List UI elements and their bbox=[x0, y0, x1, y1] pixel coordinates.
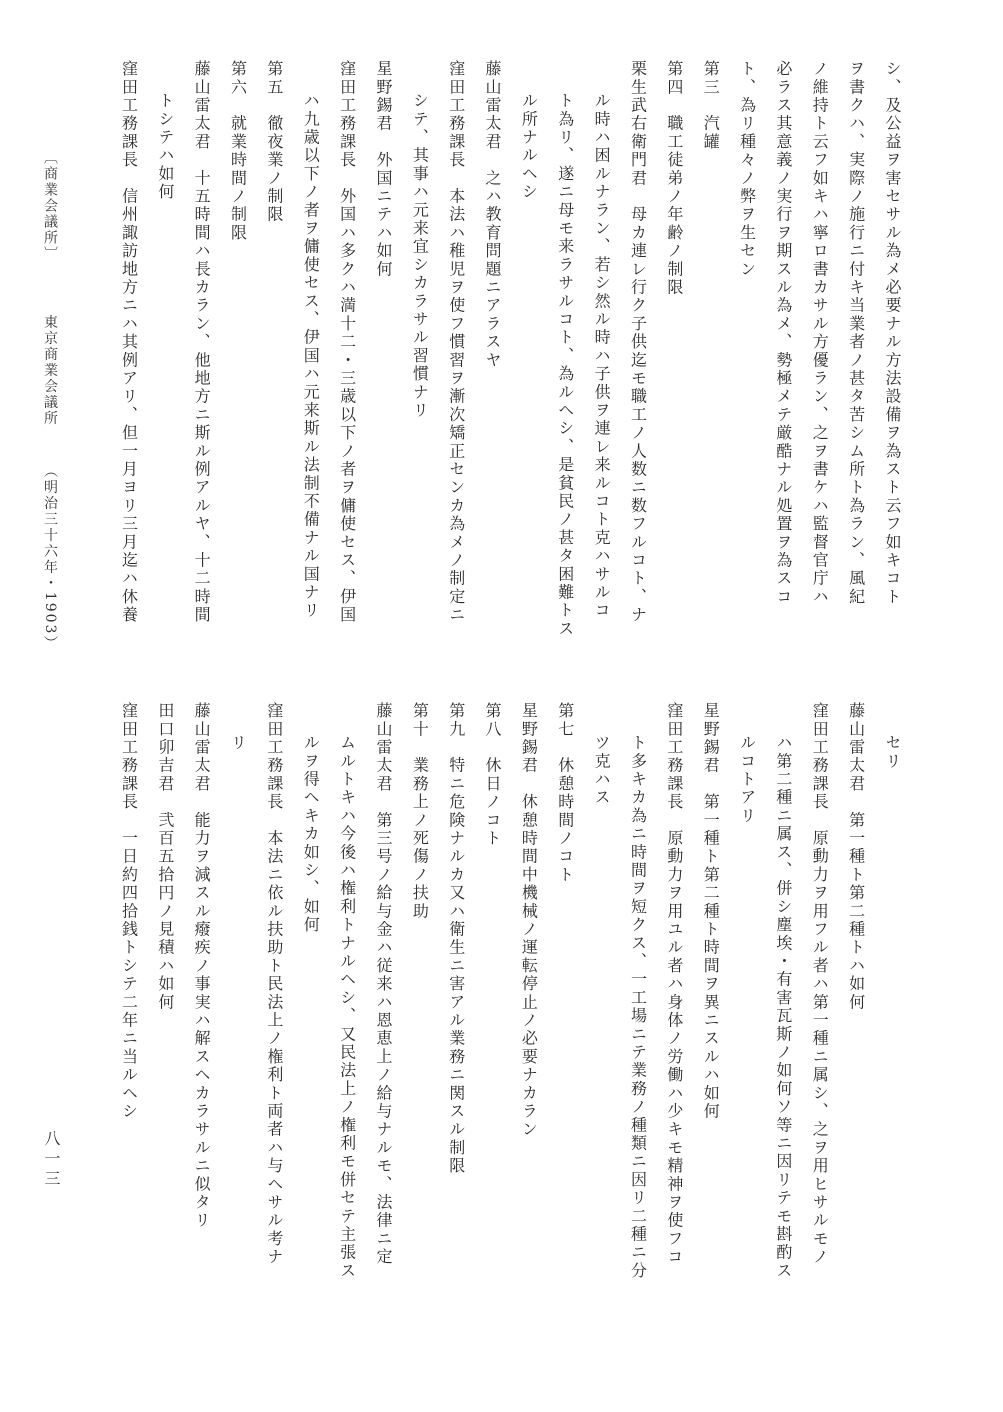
text-column: 必ラス其意義ノ実行ヲ期スル為メ、勢極メテ厳酷ナル処置ヲ為スコ bbox=[773, 60, 793, 606]
text-column: セリ bbox=[883, 734, 902, 771]
text-column: 第三 汽罐 bbox=[701, 60, 721, 151]
text-column: ハ第二種ニ属ス、併シ塵埃・有害瓦斯ノ如何ソ等ニ因リテモ斟酌ス bbox=[773, 734, 793, 1280]
text-column: 第九 特ニ危険ナルカ又ハ衛生ニ害アル業務ニ関スル制限 bbox=[446, 702, 466, 1176]
text-column: 窪田工務課長 信州諏訪地方ニハ其例アリ、但一月ヨリ三月迄ハ休養 bbox=[119, 60, 139, 625]
text-column: 窪田工務課長 本法ニ依ル扶助ト民法上ノ権利ト両者ハ与ヘサル考ナ bbox=[264, 702, 284, 1267]
text-column: ル時ハ困ルナラン、若シ然ル時ハ子供ヲ連レ来ルコト克ハサルコ bbox=[592, 92, 612, 620]
text-column: 栗生武右衛門君 母カ連レ行ク子供迄モ職工ノ人数ニ数フルコト、ナ bbox=[628, 60, 648, 625]
text-column: シテ、其事ハ元来宜シカラサル習慣ナリ bbox=[410, 92, 430, 420]
page-number: 八一三 bbox=[42, 1130, 61, 1190]
text-column: ハ九歳以下ノ者ヲ傭使セス、伊国ハ元来斯ル法制不備ナル国ナリ bbox=[301, 92, 321, 620]
footer-bracket-label: 〔商業会議所〕 bbox=[42, 150, 58, 262]
text-column: リ bbox=[228, 734, 248, 753]
text-column: 第六 就業時間ノ制限 bbox=[228, 60, 248, 242]
text-column: 第四 職工徒弟ノ年齢ノ制限 bbox=[664, 60, 684, 297]
text-column: ノ維持ト云フ如キハ寧ロ書カサル方優ラン、之ヲ書ケハ監督官庁ハ bbox=[810, 60, 830, 606]
text-column: 第五 徹夜業ノ制限 bbox=[264, 60, 284, 224]
text-column: トシテハ如何 bbox=[155, 92, 175, 202]
text-column: ト、為リ種々ノ弊ヲ生セン bbox=[737, 60, 757, 279]
footer-publisher: 東京商業会議所 bbox=[42, 314, 58, 427]
text-column: 第七 休憩時間ノコト bbox=[555, 702, 575, 884]
text-column: 田口卯吉君 弐百五拾円ノ見積ハ如何 bbox=[155, 702, 175, 1012]
text-column: 藤山雷太君 能力ヲ減スル癈疾ノ事実ハ解スヘカラサルニ似タリ bbox=[192, 702, 212, 1230]
text-column: ルコトアリ bbox=[737, 734, 757, 825]
text-column: 星野錫君 第一種ト第二種ト時間ヲ異ニスルハ如何 bbox=[701, 702, 721, 1121]
lower-text-block bbox=[100, 702, 900, 1292]
running-footer bbox=[40, 150, 60, 651]
text-column: ト為リ、遂ニ母モ来ラサルコト、為ルヘシ、是貧民ノ甚タ困難トス bbox=[555, 92, 575, 638]
upper-text-block bbox=[100, 60, 900, 670]
text-column: 窪田工務課長 一日約四拾銭トシテ二年ニ当ルヘシ bbox=[119, 702, 139, 1121]
text-column: ムルトキハ今後ハ権利トナルヘシ、又民法上ノ権利モ併セテ主張ス bbox=[337, 734, 357, 1280]
text-column: 星野錫君 休憩時間中機械ノ運転停止ノ必要ナカラン bbox=[519, 702, 539, 1139]
text-column: 藤山雷太君 之ハ教育問題ニアラスヤ bbox=[483, 60, 503, 370]
footer-era: （明治三十六年・1903） bbox=[42, 463, 58, 652]
text-column: 第十 業務上ノ死傷ノ扶助 bbox=[410, 702, 430, 921]
text-column: 窪田工務課長 外国ハ多クハ満十二・三歳以下ノ者ヲ傭使セス、伊国 bbox=[337, 60, 357, 625]
text-column: ル所ナルヘシ bbox=[519, 92, 539, 202]
text-column: 窪田工務課長 原動力ヲ用フル者ハ第一種ニ属シ、之ヲ用ヒサルモノ bbox=[810, 702, 830, 1267]
text-column: 第八 休日ノコト bbox=[483, 702, 503, 848]
text-column: ルヲ得ヘキカ如シ、如何 bbox=[301, 734, 321, 935]
text-column: 窪田工務課長 本法ハ稚児ヲ使フ慣習ヲ漸次矯正センカ為メノ制定ニ bbox=[446, 60, 466, 625]
text-column: 藤山雷太君 第一種ト第二種トハ如何 bbox=[846, 702, 866, 1012]
text-column: ト多キカ為ニ時間ヲ短クス、一工場ニテ業務ノ種類ニ因リ二種ニ分 bbox=[628, 734, 648, 1280]
text-column: 藤山雷太君 十五時間ハ長カラン、他地方ニ斯ル例アルヤ、十二時間 bbox=[192, 60, 212, 625]
text-column: 藤山雷太君 第三号ノ給与金ハ従来ハ恩恵上ノ給与ナルモ、法律ニ定 bbox=[373, 702, 393, 1267]
text-column: 星野錫君 外国ニテハ如何 bbox=[373, 60, 393, 279]
text-column: シ、及公益ヲ害セサル為メ必要ナル方法設備ヲ為スト云フ如キコト bbox=[883, 60, 902, 606]
text-column: 窪田工務課長 原動力ヲ用ユル者ハ身体ノ労働ハ少キモ精神ヲ使フコ bbox=[664, 702, 684, 1267]
text-column: ヲ書クハ、実際ノ施行ニ付キ当業者ノ甚タ苦シム所ト為ラン、風紀 bbox=[846, 60, 866, 606]
text-column: ツ克ハス bbox=[592, 734, 612, 807]
